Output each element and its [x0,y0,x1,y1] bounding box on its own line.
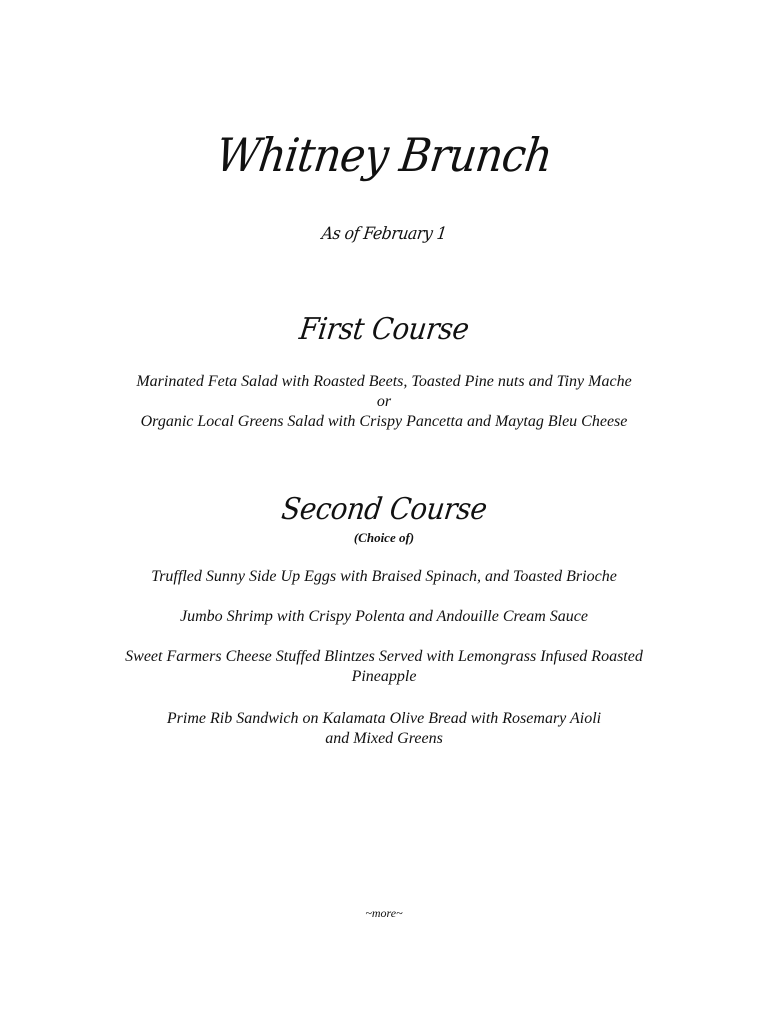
first-course-heading: First Course [297,312,471,347]
second-course-note: (Choice of) [353,530,415,545]
as-of-date: As of February 1 [320,224,448,244]
second-course-item: Jumbo Shrimp with Crispy Polenta and Andouille Cream Sauce [180,608,588,625]
first-course-item: Marinated Feta Salad with Roasted Beets, Toasted Pine nuts and Tiny Mache [136,373,632,390]
second-course-item: Sweet Farmers Cheese Stuffed Blintzes Served with Lemongrass Infused Roasted [125,648,643,665]
first-course-or: or [376,393,392,410]
second-course-item-continued: Pineapple [351,668,417,685]
menu-title: Whitney Brunch [213,128,555,182]
second-course-item: Prime Rib Sandwich on Kalamata Olive Bread with Rosemary Aioli [166,710,602,727]
second-course-heading: Second Course [279,492,489,527]
second-course-item-continued: and Mixed Greens [325,730,443,747]
second-course-item: Truffled Sunny Side Up Eggs with Braised Spinach, and Toasted Brioche [151,568,617,585]
first-course-item: Organic Local Greens Salad with Crispy Pancetta and Maytag Bleu Cheese [140,413,628,430]
more-footer: ~more~ [365,906,403,920]
